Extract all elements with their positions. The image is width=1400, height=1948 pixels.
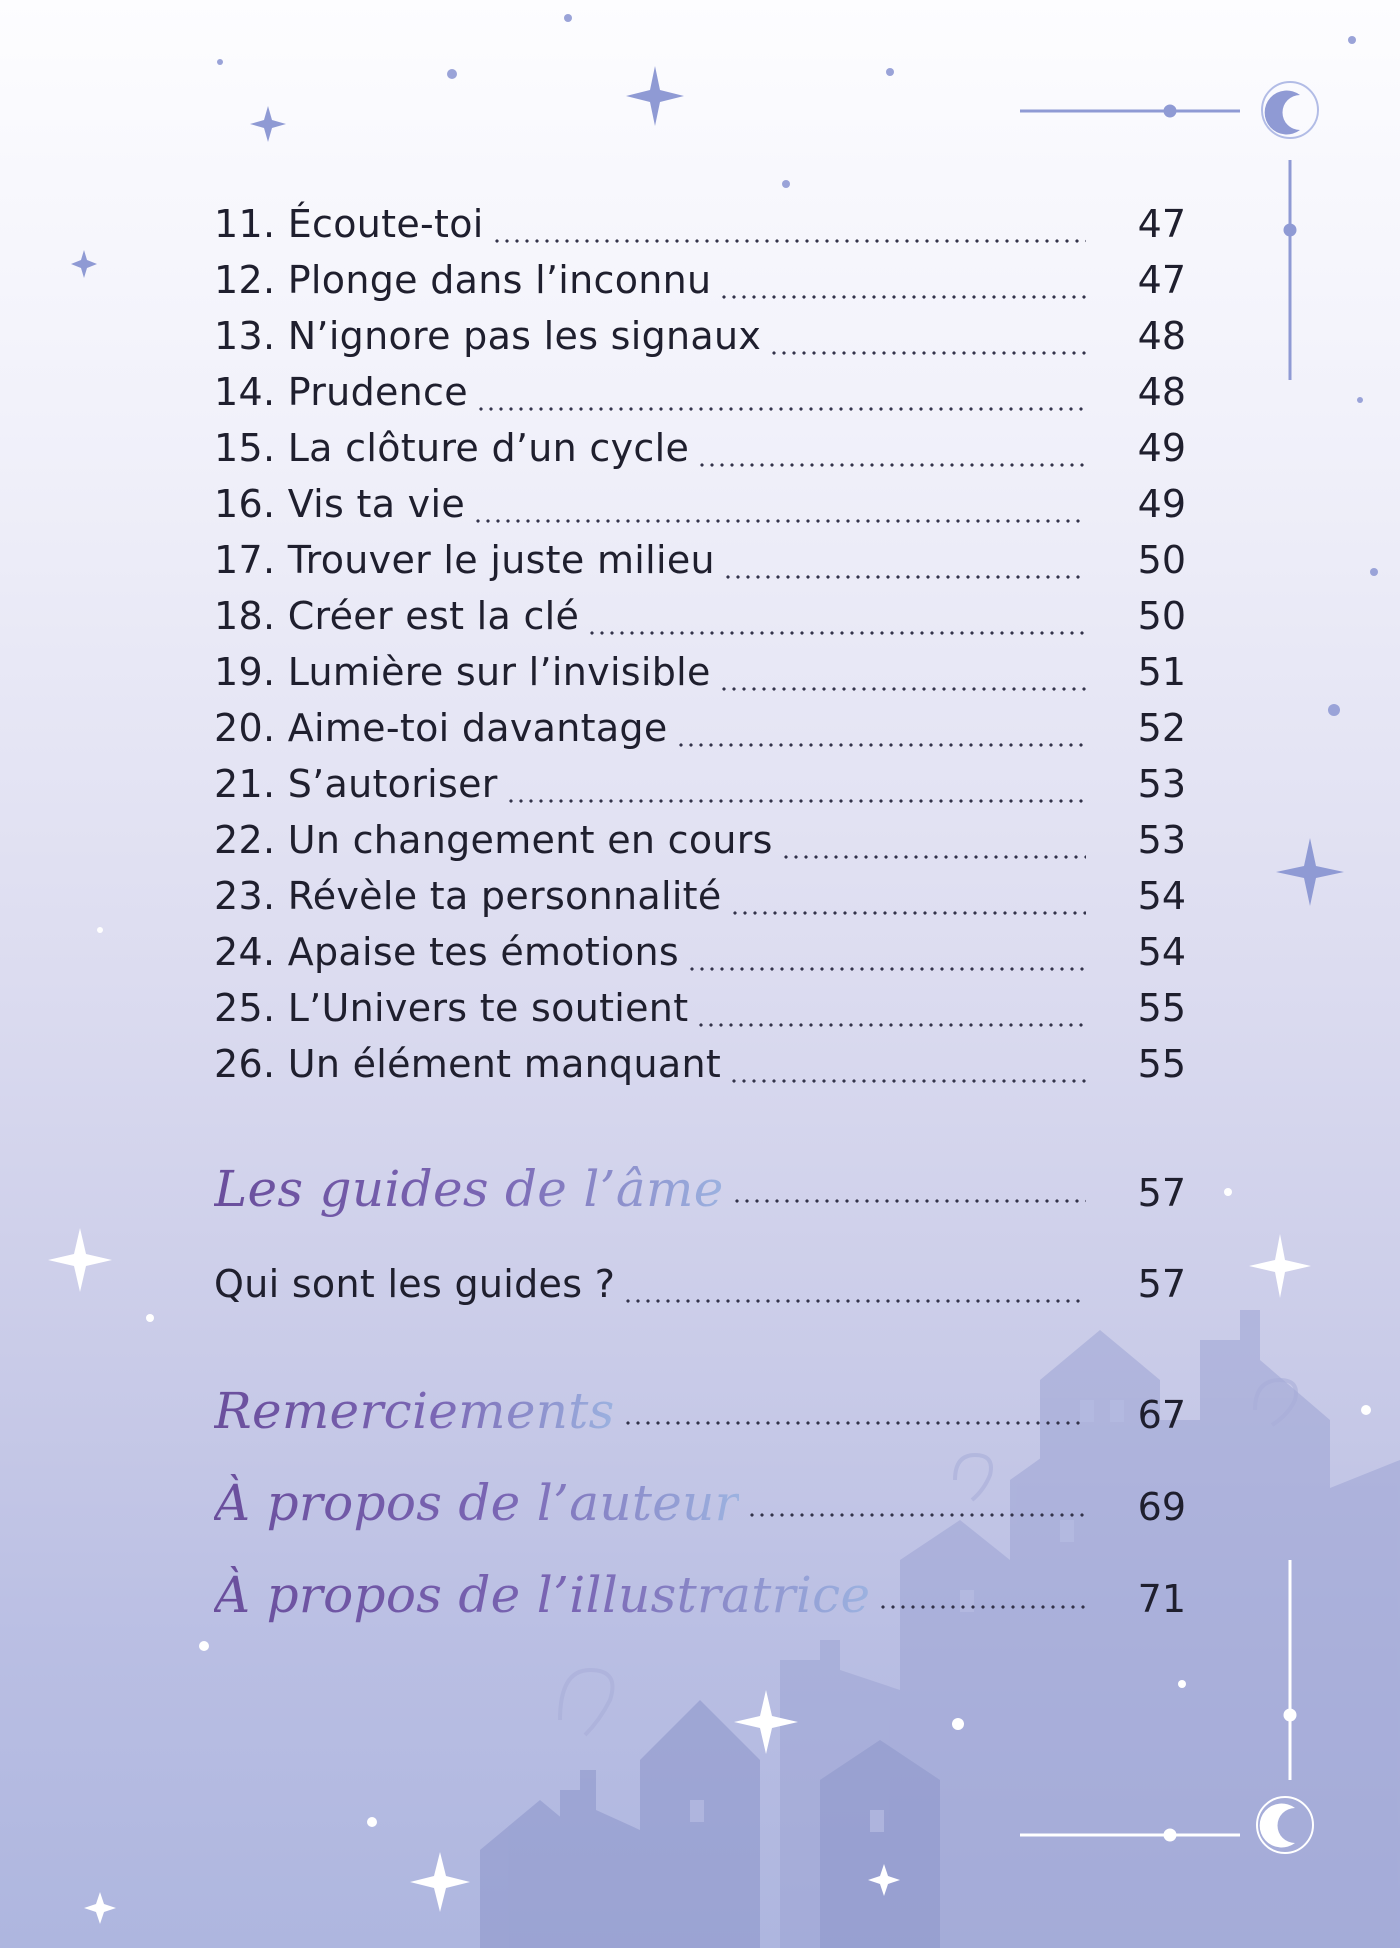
toc-entry-page: 51 bbox=[1137, 650, 1186, 694]
toc-entry-page: 55 bbox=[1137, 1042, 1186, 1086]
toc-entry-page: 48 bbox=[1137, 314, 1186, 358]
toc-entry-page: 57 bbox=[1137, 1262, 1186, 1306]
section-title: À propos de l’auteur bbox=[214, 1474, 739, 1532]
dot-leader bbox=[769, 348, 1086, 358]
toc-entry[interactable] bbox=[214, 482, 1186, 538]
toc-entry[interactable] bbox=[214, 258, 1186, 314]
dot-leader bbox=[676, 740, 1086, 750]
toc-entry-title: 15. La clôture d’un cycle bbox=[214, 426, 690, 470]
dot-leader bbox=[492, 236, 1086, 246]
dot-leader bbox=[747, 1510, 1086, 1520]
dot-leader bbox=[732, 1196, 1086, 1206]
toc-section-heading[interactable] bbox=[214, 1566, 1186, 1624]
toc-entry-title: 11. Écoute-toi bbox=[214, 202, 484, 246]
toc-entry-page: 53 bbox=[1137, 762, 1186, 806]
toc-entry-title: 20. Aime-toi davantage bbox=[214, 706, 668, 750]
toc-section-heading[interactable] bbox=[214, 1474, 1186, 1532]
toc-entry-title: 18. Créer est la clé bbox=[214, 594, 580, 638]
dot-leader bbox=[473, 516, 1086, 526]
section-page: 57 bbox=[1137, 1171, 1186, 1215]
toc-entry-page: 54 bbox=[1137, 874, 1186, 918]
dot-leader bbox=[696, 1020, 1086, 1030]
dot-leader bbox=[730, 908, 1086, 918]
toc-entry-page: 49 bbox=[1137, 482, 1186, 526]
toc-entry[interactable] bbox=[214, 986, 1186, 1042]
toc-entry[interactable] bbox=[214, 538, 1186, 594]
toc-entry-page: 50 bbox=[1137, 538, 1186, 582]
toc-entry-title: 16. Vis ta vie bbox=[214, 482, 465, 526]
toc-entry-title: 14. Prudence bbox=[214, 370, 468, 414]
toc-entry[interactable] bbox=[214, 874, 1186, 930]
toc-entry-page: 50 bbox=[1137, 594, 1186, 638]
toc-entry-page: 49 bbox=[1137, 426, 1186, 470]
dot-leader bbox=[476, 404, 1086, 414]
dot-leader bbox=[878, 1602, 1086, 1612]
toc-entry[interactable] bbox=[214, 314, 1186, 370]
toc-entry-page: 53 bbox=[1137, 818, 1186, 862]
toc-entry[interactable] bbox=[214, 706, 1186, 762]
toc-entry-title: 22. Un changement en cours bbox=[214, 818, 773, 862]
section-title: À propos de l’illustratrice bbox=[214, 1566, 871, 1624]
toc-entry[interactable] bbox=[214, 650, 1186, 706]
toc-entry-title: 12. Plonge dans l’inconnu bbox=[214, 258, 712, 302]
toc-entry-title: 13. N’ignore pas les signaux bbox=[214, 314, 762, 358]
toc-entry[interactable] bbox=[214, 426, 1186, 482]
toc-entry[interactable] bbox=[214, 1042, 1186, 1098]
toc-entry[interactable] bbox=[214, 930, 1186, 986]
dot-leader bbox=[623, 1418, 1086, 1428]
toc-entry-title: Qui sont les guides ? bbox=[214, 1262, 616, 1306]
dot-leader bbox=[623, 1296, 1086, 1306]
section-page: 67 bbox=[1137, 1393, 1186, 1437]
dot-leader bbox=[723, 572, 1086, 582]
section-title: Remerciements bbox=[214, 1382, 615, 1440]
toc-entry-page: 48 bbox=[1137, 370, 1186, 414]
section-page: 71 bbox=[1137, 1577, 1186, 1621]
dot-leader bbox=[729, 1076, 1086, 1086]
toc-entry[interactable] bbox=[214, 370, 1186, 426]
section-page: 69 bbox=[1137, 1485, 1186, 1529]
toc-entry[interactable] bbox=[214, 594, 1186, 650]
toc-entry-title: 21. S’autoriser bbox=[214, 762, 498, 806]
toc-entry-page: 47 bbox=[1137, 258, 1186, 302]
toc-entry-title: 23. Révèle ta personnalité bbox=[214, 874, 722, 918]
dot-leader bbox=[506, 796, 1086, 806]
toc-entry[interactable] bbox=[214, 818, 1186, 874]
dot-leader bbox=[687, 964, 1086, 974]
toc-entry-title: 19. Lumière sur l’invisible bbox=[214, 650, 711, 694]
toc-entry-title: 24. Apaise tes émotions bbox=[214, 930, 680, 974]
dot-leader bbox=[697, 460, 1086, 470]
toc-entry[interactable] bbox=[214, 762, 1186, 818]
dot-leader bbox=[781, 852, 1086, 862]
toc-entry-title: 17. Trouver le juste milieu bbox=[214, 538, 715, 582]
toc-entry-page: 47 bbox=[1137, 202, 1186, 246]
toc-entry[interactable] bbox=[214, 1262, 1186, 1318]
toc-entry-title: 25. L’Univers te soutient bbox=[214, 986, 689, 1030]
toc-entry[interactable] bbox=[214, 202, 1186, 258]
toc-entry-page: 55 bbox=[1137, 986, 1186, 1030]
dot-leader bbox=[719, 684, 1086, 694]
toc-section-heading[interactable] bbox=[214, 1382, 1186, 1440]
section-title: Les guides de l’âme bbox=[214, 1160, 724, 1218]
dot-leader bbox=[719, 292, 1086, 302]
toc-entry-page: 52 bbox=[1137, 706, 1186, 750]
toc-entry-title: 26. Un élément manquant bbox=[214, 1042, 722, 1086]
toc-entry-page: 54 bbox=[1137, 930, 1186, 974]
dot-leader bbox=[587, 628, 1086, 638]
toc-section-heading[interactable] bbox=[214, 1160, 1186, 1218]
